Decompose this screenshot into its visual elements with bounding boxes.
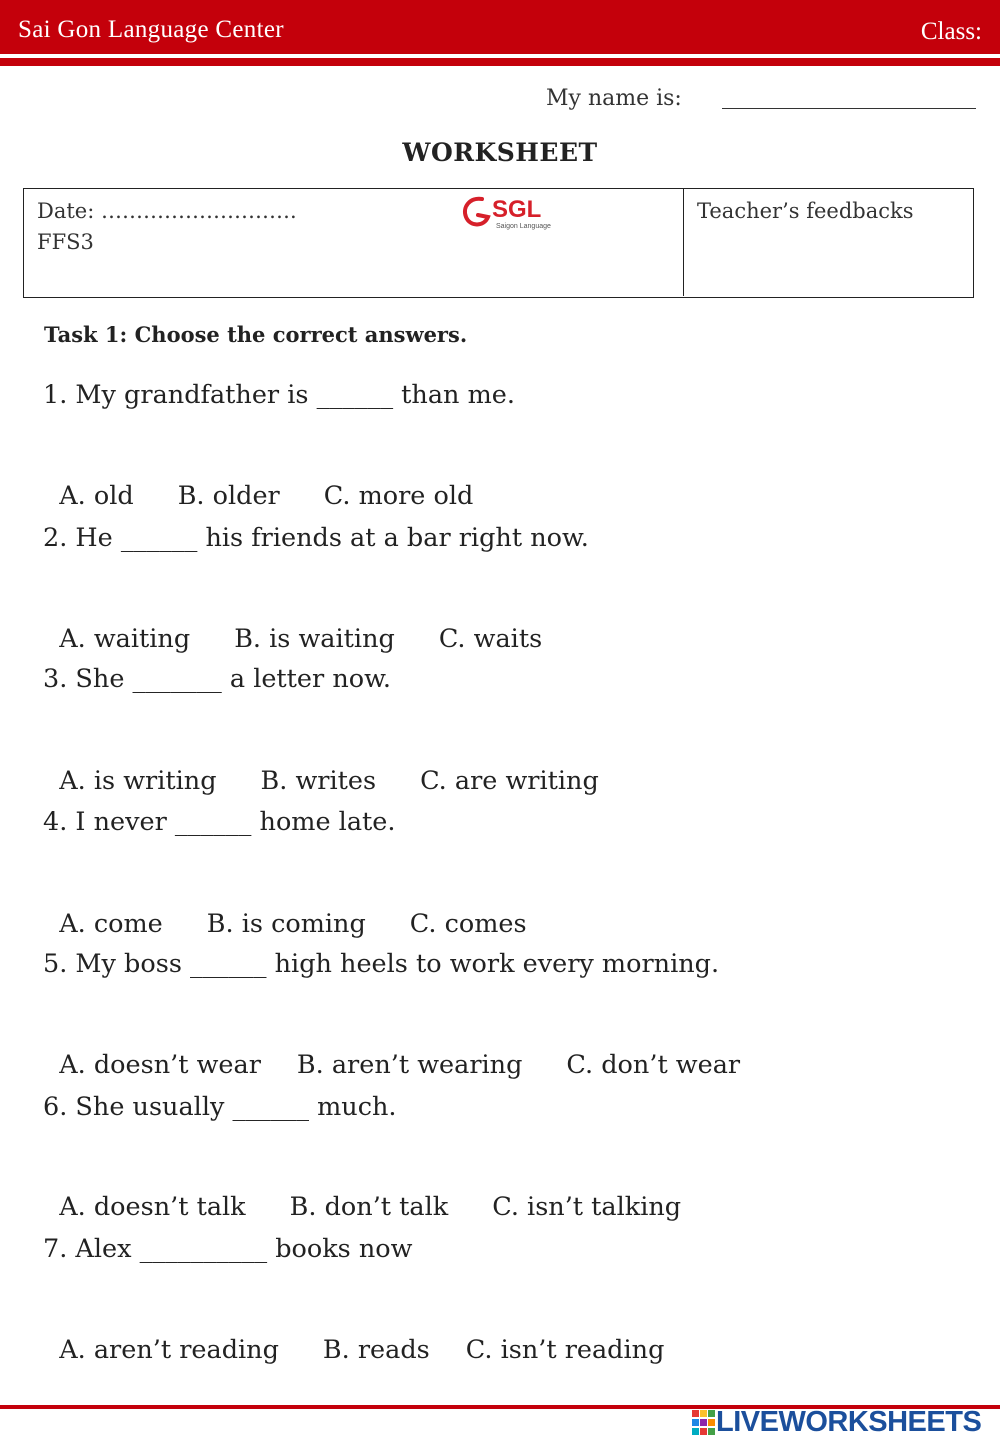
question-5: 5. My boss ______ high heels to work every morning.: [43, 949, 720, 979]
option-2b[interactable]: B. is waiting: [234, 624, 395, 654]
question-2: 2. He ______ his friends at a bar right now.: [43, 523, 589, 553]
course-code: FFS3: [37, 230, 94, 254]
option-7b[interactable]: B. reads: [322, 1335, 430, 1365]
option-5a[interactable]: A. doesn’t wear: [59, 1050, 261, 1080]
options-3: [43, 736, 599, 796]
option-6a[interactable]: A. doesn’t talk: [59, 1192, 246, 1222]
liveworksheets-icon: [692, 1410, 716, 1436]
option-6c[interactable]: C. isn’t talking: [492, 1192, 682, 1222]
option-2c[interactable]: C. waits: [438, 624, 543, 654]
options-5: [43, 1020, 740, 1080]
option-3a[interactable]: A. is writing: [59, 766, 217, 796]
option-1a[interactable]: A. old: [59, 481, 134, 511]
center-name: Sai Gon Language Center: [18, 16, 284, 43]
question-1: 1. My grandfather is ______ than me.: [43, 380, 515, 410]
info-box-divider: [683, 189, 684, 296]
header-bar: [0, 0, 1000, 54]
option-6b[interactable]: B. don’t talk: [289, 1192, 449, 1222]
name-prompt: My name is:: [546, 86, 682, 111]
options-7: [43, 1305, 664, 1365]
task-title: Task 1: Choose the correct answers.: [44, 322, 468, 347]
option-4b[interactable]: B. is coming: [206, 909, 366, 939]
question-7: 7. Alex __________ books now: [43, 1234, 413, 1264]
option-7a[interactable]: A. aren’t reading: [59, 1335, 279, 1365]
sgl-logo: [456, 193, 566, 233]
header-divider: [0, 58, 1000, 66]
info-box: [23, 188, 974, 298]
question-6: 6. She usually ______ much.: [43, 1092, 397, 1122]
liveworksheets-brand: LIVEWORKSHEETS: [716, 1406, 982, 1438]
question-4: 4. I never ______ home late.: [43, 807, 396, 837]
options-4: [43, 879, 527, 939]
option-5b[interactable]: B. aren’t wearing: [296, 1050, 523, 1080]
option-4c[interactable]: C. comes: [409, 909, 527, 939]
option-2a[interactable]: A. waiting: [59, 624, 191, 654]
logo-subtext: Saigon Language: [496, 223, 551, 230]
options-2: [43, 594, 542, 654]
option-4a[interactable]: A. come: [59, 909, 163, 939]
worksheet-title: WORKSHEET: [402, 138, 598, 167]
option-3b[interactable]: B. writes: [260, 766, 377, 796]
question-3: 3. She _______ a letter now.: [43, 664, 391, 694]
option-5c[interactable]: C. don’t wear: [566, 1050, 741, 1080]
option-1c[interactable]: C. more old: [323, 481, 474, 511]
name-input-line[interactable]: [722, 108, 976, 109]
teacher-feedback-label: Teacher’s feedbacks: [697, 199, 914, 223]
date-field: Date: ……………………….: [37, 199, 297, 223]
options-6: [43, 1162, 681, 1222]
options-1: [43, 451, 473, 511]
option-3c[interactable]: C. are writing: [420, 766, 599, 796]
logo-text: SGL: [492, 196, 542, 223]
class-label: Class:: [920, 18, 982, 45]
option-7c[interactable]: C. isn’t reading: [465, 1335, 665, 1365]
option-1b[interactable]: B. older: [177, 481, 280, 511]
